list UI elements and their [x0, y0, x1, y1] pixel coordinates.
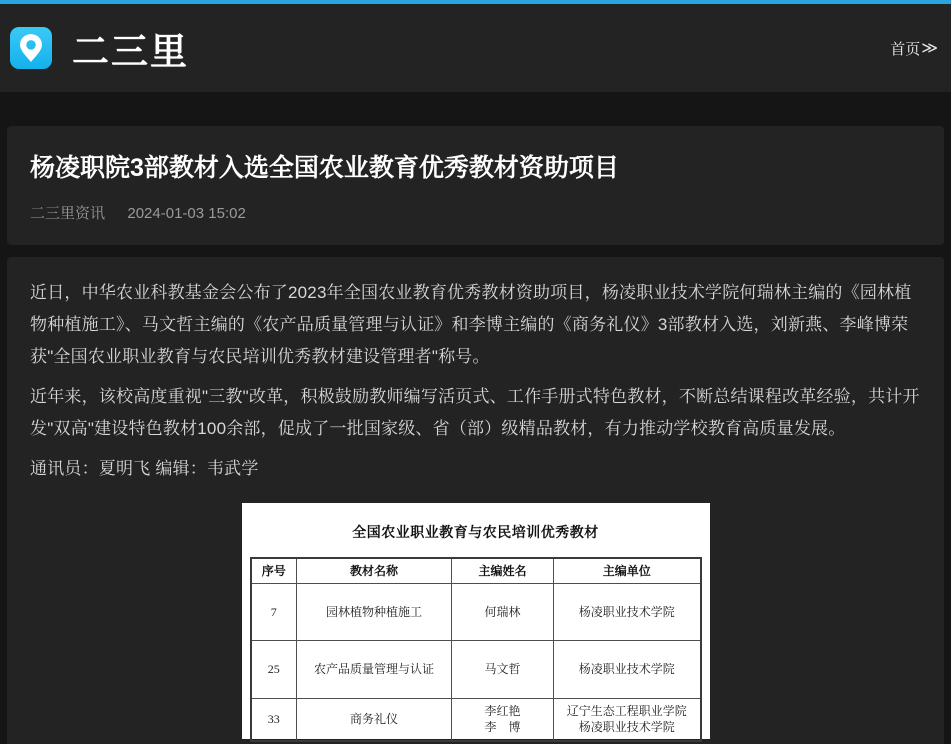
article-paragraph: 通讯员：夏明飞 编辑：韦武学 — [30, 459, 259, 478]
scan-table-header-cell: 序号 — [251, 558, 297, 583]
article-title-card — [7, 126, 944, 245]
article-meta — [30, 202, 921, 223]
page-title: 杨凌职院3部教材入选全国农业教育优秀教材资助项目 — [30, 154, 619, 182]
double-chevron-icon: ≫ — [921, 40, 938, 57]
scan-table-cell: 农产品质量管理与认证 — [297, 640, 452, 698]
home-link-label: 首页 — [890, 40, 921, 58]
site-header — [0, 4, 951, 92]
article-datetime: 2024-01-03 15:02 — [127, 205, 246, 222]
scan-table-cell: 商务礼仪 — [297, 698, 452, 741]
article-paragraph: 近年来，该校高度重视"三教"改革，积极鼓励教师编写活页式、工作手册式特色教材，不断总结课程改革经验，共计开发"双高"建设特色教材100余部，促成了一批国家级、省（部）级精品教材，有力推动学校教育高质量发展。 — [30, 387, 920, 438]
scan-table-cell: 33 — [251, 698, 297, 741]
scan-table-title: 全国农业职业教育与农民培训优秀教材 — [352, 526, 599, 541]
site-logo[interactable] — [10, 27, 52, 69]
scan-table-cell: 马文哲 — [452, 640, 554, 698]
scan-table-cell: 杨凌职业技术学院 — [554, 583, 701, 640]
scan-table-cell: 何瑞林 — [452, 583, 554, 640]
scan-table-body — [251, 583, 701, 741]
scan-table-row — [251, 583, 701, 640]
scan-table-header-row — [251, 558, 701, 583]
scan-table-cell: 辽宁生态工程职业学院 杨凌职业技术学院 — [554, 698, 701, 741]
article-source: 二三里资讯 — [30, 205, 106, 222]
scan-table-header-cell: 主编姓名 — [452, 558, 554, 583]
scan-table-row — [251, 640, 701, 698]
article-body-card — [7, 257, 944, 744]
scan-table-cell: 李红艳 李 博 — [452, 698, 554, 741]
embedded-scan-image[interactable] — [242, 503, 710, 739]
home-link[interactable] — [890, 38, 938, 59]
scan-table-cell: 7 — [251, 583, 297, 640]
scan-table-header-cell: 主编单位 — [554, 558, 701, 583]
scan-table-cell: 杨凌职业技术学院 — [554, 640, 701, 698]
scan-table — [250, 557, 702, 742]
article-paragraph: 近日，中华农业科教基金会公布了2023年全国农业教育优秀教材资助项目，杨凌职业技术学院何瑞林主编的《园林植物种植施工》、马文哲主编的《农产品质量管理与认证》和李博主编的《商务礼仪》3部教材入选，刘新燕、李峰博荣获"全国农业职业教育与农民培训优秀教材建设管理者"称号。 — [30, 283, 912, 366]
location-pin-icon — [17, 33, 45, 63]
scan-table-header-cell: 教材名称 — [297, 558, 452, 583]
scan-table-cell: 园林植物种植施工 — [297, 583, 452, 640]
scan-table-row — [251, 698, 701, 741]
scan-table-cell: 25 — [251, 640, 297, 698]
brand-title: 二三里 — [72, 31, 189, 72]
